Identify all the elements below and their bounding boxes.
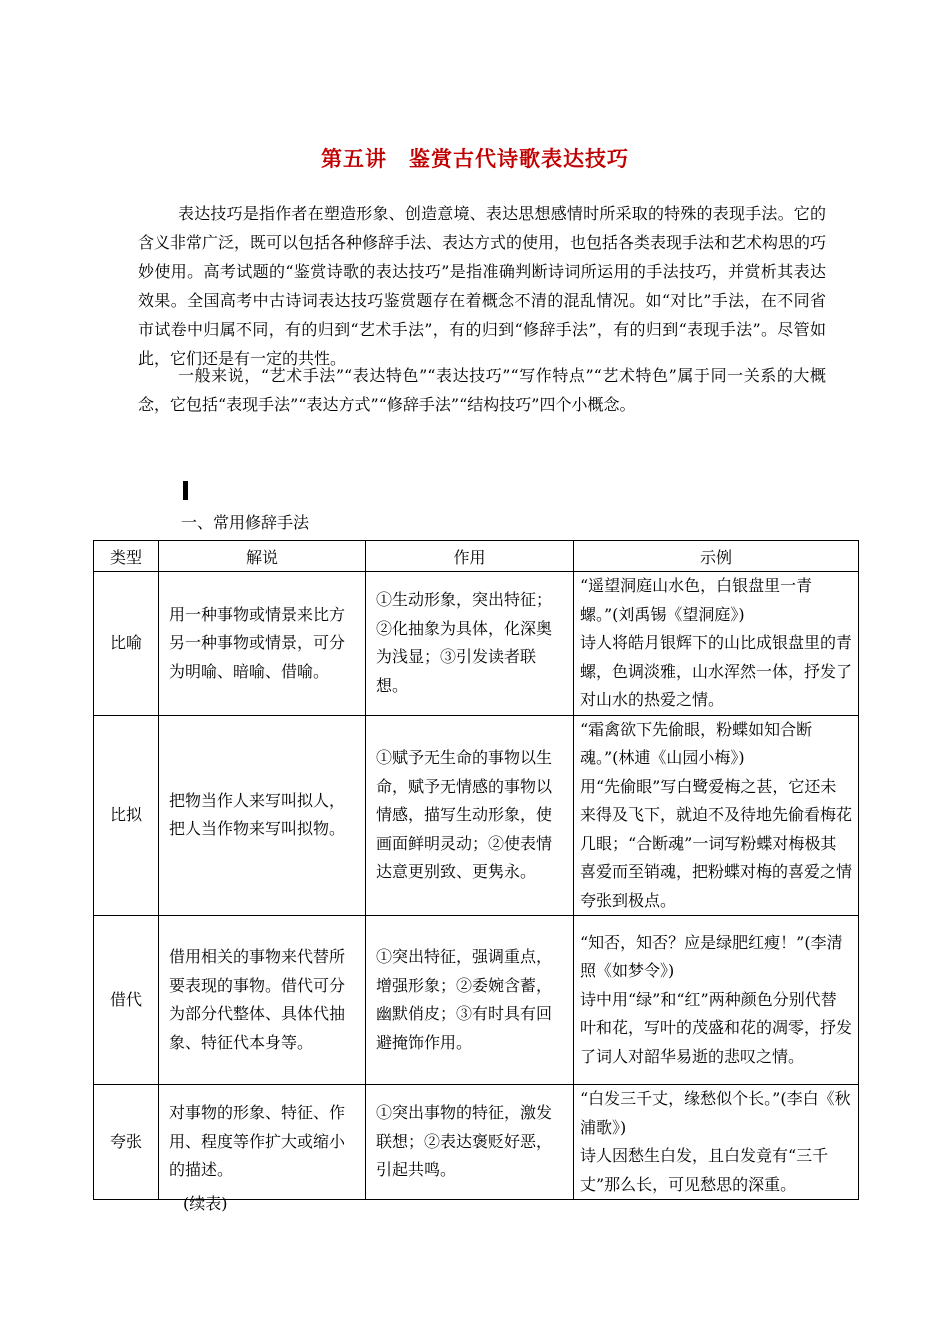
rhetoric-table <box>93 540 859 1200</box>
table-row <box>94 1085 859 1200</box>
header-example: 示例 <box>574 541 859 572</box>
row-example <box>574 1085 859 1200</box>
section-marker-bar <box>183 481 188 500</box>
table-row <box>94 572 859 716</box>
row-effect: ①生动形象，突出特征；②化抽象为具体，化深奥为浅显；③引发读者联想。 <box>366 572 574 716</box>
row-example <box>574 916 859 1085</box>
example-quote: “白发三千丈，缘愁似个长。”(李白《秋浦歌》) <box>580 1089 851 1137</box>
table-header-row <box>94 541 859 572</box>
row-example <box>574 572 859 716</box>
header-effect: 作用 <box>366 541 574 572</box>
row-explain: 对事物的形象、特征、作用、程度等作扩大或缩小的描述。 <box>159 1085 366 1200</box>
row-effect: ①突出事物的特征，激发联想；②表达褒贬好恶，引起共鸣。 <box>366 1085 574 1200</box>
example-note: 诗人将皓月银辉下的山比成银盘里的青螺，色调淡雅，山水浑然一体，抒发了对山水的热爱之情。 <box>580 633 853 709</box>
header-explain: 解说 <box>159 541 366 572</box>
row-type: 比喻 <box>94 572 159 716</box>
example-quote: “霜禽欲下先偷眼，粉蝶如知合断魂。”(林逋《山园小梅》) <box>580 719 813 767</box>
row-explain: 把物当作人来写叫拟人，把人当作物来写叫拟物。 <box>159 715 366 916</box>
intro-paragraph-2: 一般来说，“艺术手法”“表达特色”“表达技巧”“写作特点”“艺术特色”属于同一关系的大概念，它包括“表现手法”“表达方式”“修辞手法”“结构技巧”四个小概念。 <box>138 366 826 414</box>
section-heading: 一、常用修辞手法 <box>181 513 310 532</box>
example-note: 诗中用“绿”和“红”两种颜色分别代替叶和花，写叶的茂盛和花的凋零，抒发了词人对韶华易逝的悲叹之情。 <box>580 989 853 1066</box>
row-explain: 借用相关的事物来代替所要表现的事物。借代可分为部分代整体、具体代抽象、特征代本身等。 <box>159 916 366 1085</box>
row-example <box>574 715 859 916</box>
row-explain: 用一种事物或情景来比方另一种事物或情景，可分为明喻、暗喻、借喻。 <box>159 572 366 716</box>
row-type: 借代 <box>94 916 159 1085</box>
continued-note: (续表) <box>183 1194 228 1213</box>
row-effect: ①赋予无生命的事物以生命，赋予无情感的事物以情感，描写生动形象，使画面鲜明灵动；②使表情达意更别致、更隽永。 <box>366 715 574 916</box>
row-type: 夸张 <box>94 1085 159 1200</box>
example-quote: “遥望洞庭山水色，白银盘里一青螺。”(刘禹锡《望洞庭》) <box>580 576 813 624</box>
example-quote: “知否，知否？应是绿肥红瘦！”(李清照《如梦令》) <box>580 932 843 981</box>
page-title: 第五讲 鉴赏古代诗歌表达技巧 <box>321 146 629 171</box>
intro-paragraph-1: 表达技巧是指作者在塑造形象、创造意境、表达思想感情时所采取的特殊的表现手法。它的含义非常广泛，既可以包括各种修辞手法、表达方式的使用，也包括各类表现手法和艺术构思的巧妙使用。高考试题的“鉴赏诗歌的表达技巧”是指准确判断诗词所运用的手法技巧，并赏析其表达效果。全国高考中古诗词表达技巧鉴赏题存在着概念不清的混乱情况。如“对比”手法，在不同省市试卷中归属不同，有的归到“艺术手法”，有的归到“修辞手法”，有的归到“表现手法”。尽管如此，它们还是有一定的共性。 <box>138 204 827 368</box>
table-row <box>94 916 859 1085</box>
row-type: 比拟 <box>94 715 159 916</box>
example-note: 诗人因愁生白发，且白发竟有“三千丈”那么长，可见愁思的深重。 <box>580 1146 829 1194</box>
table-row <box>94 715 859 916</box>
example-note: 用“先偷眼”写白鹭爱梅之甚，它还未来得及飞下，就迫不及待地先偷看梅花几眼；“合断魂”一词写粉蝶对梅极其喜爱而至销魂，把粉蝶对梅的喜爱之情夸张到极点。 <box>580 776 853 910</box>
row-effect: ①突出特征，强调重点，增强形象；②委婉含蓄，幽默俏皮；③有时具有回避掩饰作用。 <box>366 916 574 1085</box>
header-type: 类型 <box>94 541 159 572</box>
